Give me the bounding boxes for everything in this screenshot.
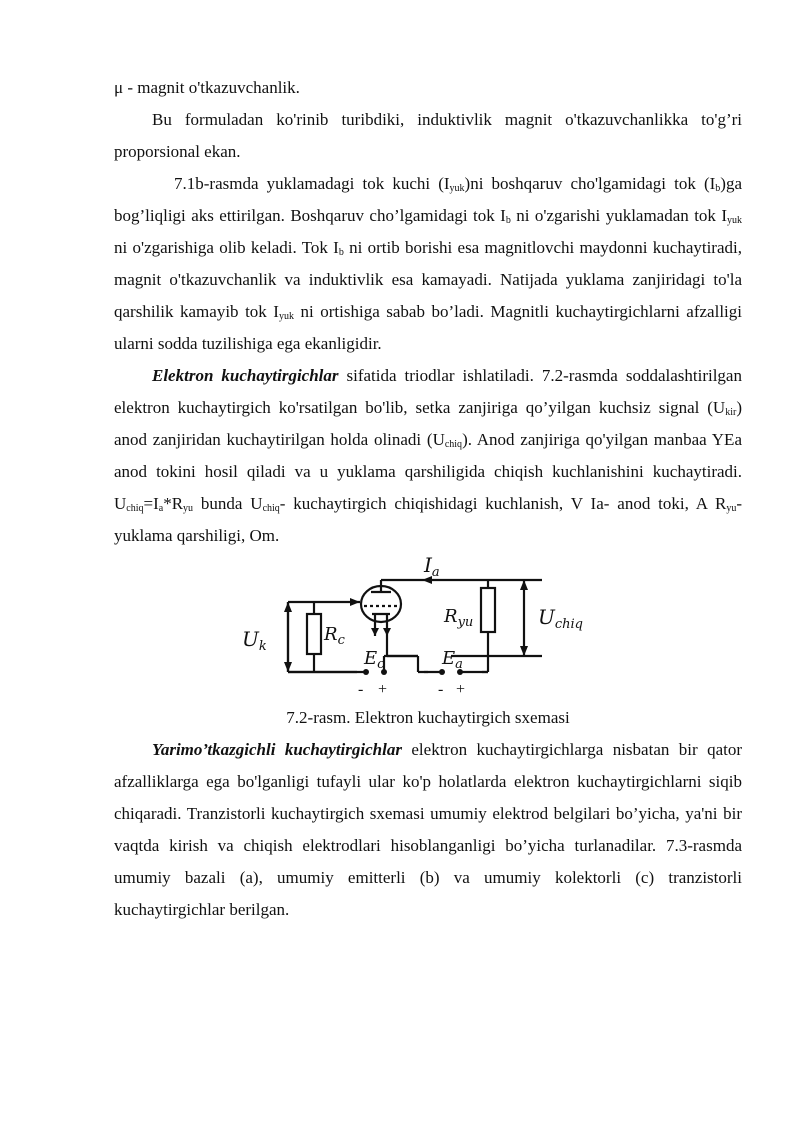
text: Bu formuladan ko'rinib turibdiki, induktivlik magnit o'tkazuvchanlikka to'g’ri proporsional ekan. bbox=[114, 110, 742, 161]
subscript: b bbox=[338, 247, 344, 258]
subscript: chiq bbox=[444, 439, 463, 450]
paragraph-mu bbox=[114, 72, 742, 104]
bold-term: Elektron kuchaytirgichlar bbox=[152, 366, 339, 385]
minus-ec: - bbox=[358, 681, 364, 698]
text: ni o'zgarishi yuklamadan tok I bbox=[510, 206, 727, 225]
text: ni o'zgarishiga olib keladi. Tok I bbox=[114, 238, 339, 257]
text: - yuklama qarshiligi, Om. bbox=[114, 494, 742, 545]
text: 7.1b-rasmda yuklamadagi tok kuchi (I bbox=[174, 174, 450, 193]
paragraph-electron-amplifier bbox=[114, 360, 742, 552]
subscript: chiq bbox=[262, 503, 280, 514]
text: μ - magnit o'tkazuvchanlik. bbox=[114, 78, 300, 97]
text: *R bbox=[163, 494, 184, 513]
text: bunda U bbox=[193, 494, 263, 513]
subscript: yuk bbox=[727, 215, 742, 226]
text: ni ortishiga sabab bo’ladi. Magnitli kuchaytirgichlarni afzalligi ularni sodda tuzilishiga ega ekanligidir. bbox=[114, 302, 742, 353]
paragraph-semiconductor-amplifier bbox=[114, 734, 742, 926]
subscript: yu bbox=[183, 503, 194, 514]
subscript: chiq bbox=[126, 503, 144, 514]
subscript: yuk bbox=[449, 183, 465, 194]
text: sifatida triodlar ishlatiladi. 7.2-rasmda soddalashtirilgan elektron kuchaytirgich ko'rsatilgan bo'lib, setka zanjiriga qo’yilgan kuchsiz signal (U bbox=[114, 366, 742, 417]
document-page bbox=[114, 72, 742, 926]
plus-ec: + bbox=[378, 681, 388, 698]
text: - kuchaytirgich chiqishidagi kuchlanish, V Ia- anod toki, A R bbox=[279, 494, 727, 513]
circuit-figure bbox=[114, 556, 742, 702]
plus-ea: + bbox=[456, 681, 466, 698]
label-ec: $E_c$ bbox=[364, 648, 385, 672]
figure-caption: 7.2-rasm. Elektron kuchaytirgich sxemasi bbox=[286, 708, 570, 727]
text: )ni boshqaruv cho'lgamidagi tok (I bbox=[464, 174, 716, 193]
paragraph-formula-note bbox=[114, 104, 742, 168]
label-uchiq: $U_{chiq}$ bbox=[538, 605, 583, 632]
triode-amplifier-schematic bbox=[242, 556, 632, 702]
minus-ea: - bbox=[438, 681, 444, 698]
text: =I bbox=[143, 494, 159, 513]
text: ). Anod zanjiriga qo'yilgan manbaa YEa anod tokini hosil qiladi va u yuklama qarshiligida chiqish kuchlanishini kuchaytiradi. U bbox=[114, 430, 742, 513]
subscript: yu bbox=[726, 503, 737, 514]
label-uk: $U_k$ bbox=[242, 627, 267, 654]
subscript: yuk bbox=[278, 311, 294, 322]
label-ia: $I_a$ bbox=[424, 556, 440, 580]
text: elektron kuchaytirgichlarga nisbatan bir qator afzalliklarga ega bo'lganligi tufayli ular ko'p holatlarda elektron kuchaytirgichlarni siqib chiqaradi. Tranzistorli kuchaytirgich sxemasi umumiy elektrod belgilari bo’yicha, ya'ni bir vaqtda kirish va chiqish elektrodlari hisoblanganligi bo’yicha turlanadilar. 7.3-rasmda umumiy bazali (a), umumiy emitterli (b) va umumiy kolektorli (c) tranzistorli kuchaytirgichlar berilgan. bbox=[114, 740, 742, 919]
text: )ga bog’liqligi aks ettirilgan. Boshqaruv cho’lgamidagi tok I bbox=[114, 174, 742, 225]
subscript: b bbox=[505, 215, 511, 226]
subscript: kir bbox=[725, 407, 737, 418]
subscript: b bbox=[715, 183, 721, 194]
label-ea: $E_a$ bbox=[442, 648, 463, 672]
label-ryu: $R_{yu}$ bbox=[444, 606, 474, 630]
subscript: a bbox=[158, 503, 164, 514]
text: ) anod zanjiridan kuchaytirilgan holda olinadi (U bbox=[114, 398, 742, 449]
bold-term: Yarimo’tkazgichli kuchaytirgichlar bbox=[152, 740, 402, 759]
label-rc: $R_c$ bbox=[324, 624, 345, 648]
paragraph-magnetic-amplifier bbox=[114, 168, 742, 360]
text: ni ortib borishi esa magnitlovchi maydonni kuchaytiradi, magnit o'tkazuvchanlik va induktivlik esa kamayadi. Natijada yuklama zanjiridagi to'la qarshilik kamayib tok I bbox=[114, 238, 742, 321]
